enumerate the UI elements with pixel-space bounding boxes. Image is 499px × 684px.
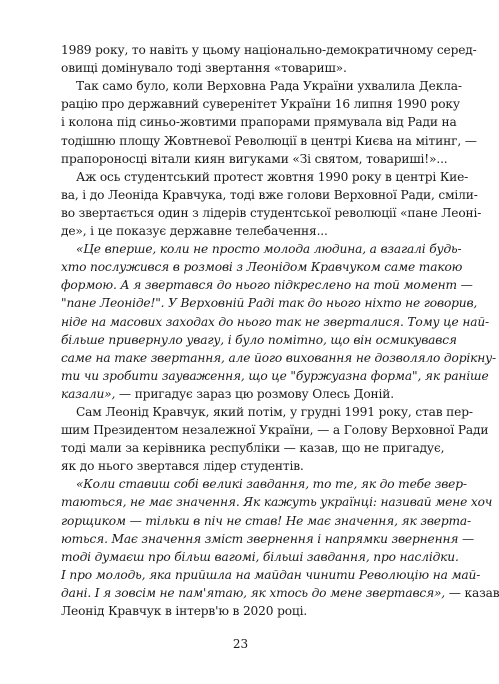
text-line: шим Президентом незалежної України, — а Голову Верховної Ради: [61, 423, 489, 437]
text-line: як до нього звертався лідер студентів.: [61, 459, 304, 474]
quote-end: казали»,: [61, 386, 116, 401]
text-line: Аж ось студентський протест жовтня 1990 року в центрі Кие-: [76, 169, 469, 184]
page-number: 23: [232, 637, 249, 651]
text-line: рацію про державний суверенітет України 16 липня 1990 року: [61, 97, 460, 112]
attribution: — пригадує зараз цю розмову Олесь Доній.: [115, 386, 394, 401]
quote-line: ти чи зробити зауваження, що це "буржуазна форма", як раніше: [61, 368, 489, 383]
quote-line: тоді думаєш про більш вагомі, більші завдання, про наслідки.: [61, 549, 459, 564]
text-line: і колона під синьо-жовтими прапорами прямувала від Ради на: [61, 115, 457, 130]
text-line: де», і це показує державне телебачення...: [61, 224, 328, 238]
quote-attribution-line: [61, 585, 499, 602]
quote-line: І про молодь, яка прийшла на майдан чинити Революцію на май-: [61, 567, 481, 582]
attribution: — казав: [445, 585, 499, 600]
quote-line: формою. А я звертався до нього підкреслено на той момент —: [61, 278, 473, 293]
quote-line: більше привернуло увагу, і було помітно, що він осмикувався: [61, 332, 457, 347]
quote-line: таються, не має значення. Як кажуть українці: називай мене хоч: [61, 495, 493, 510]
text-line: Сам Леонід Кравчук, який потім, у грудні 1991 року, став пер-: [76, 404, 473, 419]
text-line: прапороносці вітали киян вигуками «Зі святом, товариші!»...: [61, 151, 448, 166]
text-line: тоді мали за керівника республіки — казав, що не пригадує,: [61, 441, 445, 456]
text-line: овищі домінувало тоді звертання «товариш».: [61, 61, 347, 76]
text-line: Леонід Кравчук в інтерв'ю в 2020 році.: [61, 604, 308, 618]
text-line: во звертається один з лідерів студентської революції «пане Леоні-: [61, 205, 482, 220]
quote-line: ються. Має значення зміст звернення і напрямки звернення —: [61, 531, 475, 546]
quote-line: хто послужився в розмові з Леонідом Кравчуком саме такою: [61, 260, 463, 275]
quote-line: «Коли ставиш собі великі завдання, то те, як до тебе звер-: [76, 477, 467, 492]
quote-end: дані. І я зовсім не пам'ятаю, як хтось до мене звертався»,: [61, 585, 446, 600]
quote-line: ніде на масових заходах до нього так не зверталися. Тому це най-: [61, 314, 489, 329]
quote-line: саме на таке звертання, але його виховання не дозволяло дорікну-: [61, 350, 496, 365]
quote-attribution-line: [61, 386, 425, 403]
text-line: Так само було, коли Верховна Рада України ухвалила Декла-: [76, 79, 462, 94]
quote-line: «Це вперше, коли не просто молода людина, а взагалі будь-: [76, 242, 462, 257]
quote-line: "пане Леоніде!". У Верховній Раді так до нього ніхто не говорив,: [61, 296, 478, 311]
text-line: тодішню площу Жовтневої Революції в центрі Києва на мітинг, —: [61, 133, 477, 148]
quote-line: горщиком — тільки в піч не став! Не має значення, як зверта-: [61, 513, 471, 528]
text-line: ва, і до Леоніда Кравчука, тоді вже голови Верховної Ради, сміли-: [61, 187, 478, 202]
text-line: 1989 року, то навіть у цьому національно-демократичному серед-: [61, 43, 477, 57]
